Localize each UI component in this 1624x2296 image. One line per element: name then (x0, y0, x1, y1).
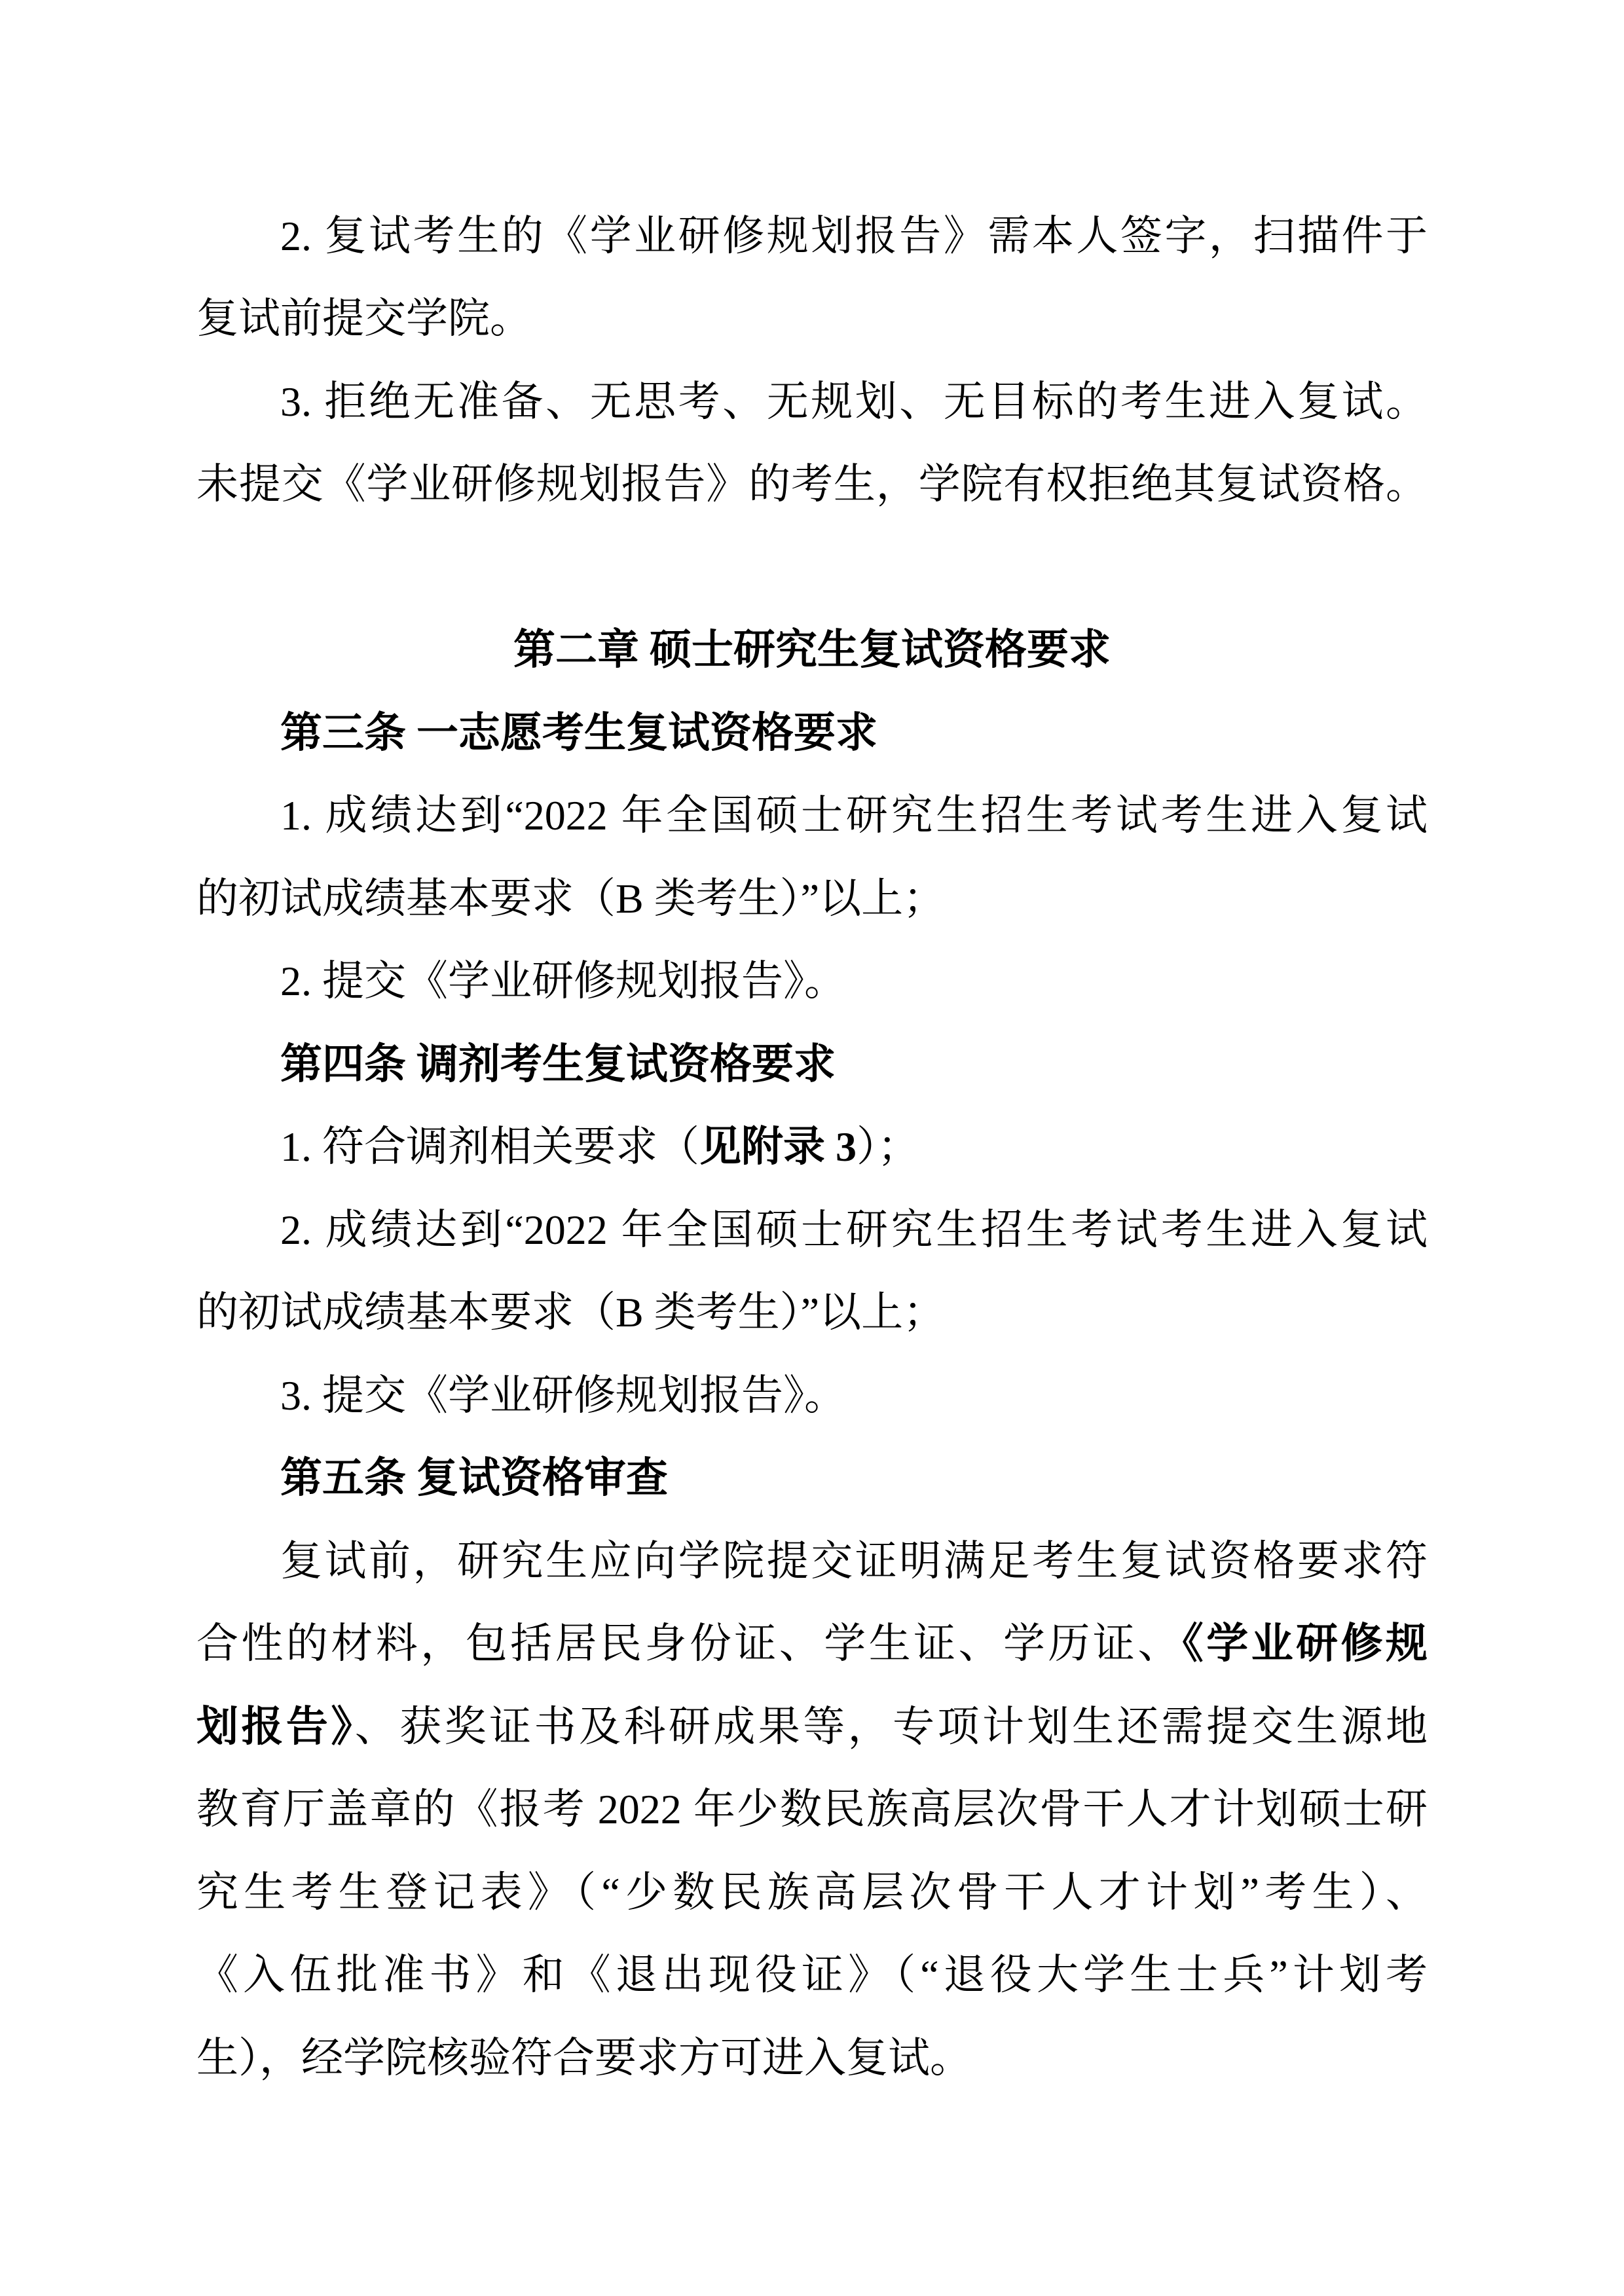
text-segment: 1. 成绩达到“2022 年全国硕士研究生招生考试考生进入复试 (280, 792, 1428, 839)
text-segment: 2. 复试考生的《学业研修规划报告》需本人签字，扫描件于 (280, 213, 1428, 259)
text-segment: 、获奖证书及科研成果等，专项计划生还需提交生源地 (354, 1704, 1428, 1750)
text-segment: 2. 提交《学业研修规划报告》。 (280, 958, 846, 1004)
body-line-b2-end (196, 1289, 1428, 1336)
article-heading-text: 第三条 一志愿考生复试资格要求 (280, 710, 877, 756)
body-line-p1 (196, 1538, 1428, 1585)
article-heading-text: 第五条 复试资格审查 (280, 1455, 668, 1501)
text-segment: 教育厅盖章的《报考 2022 年少数民族高层次骨干人才计划硕士研 (196, 1786, 1428, 1832)
body-line-item3-start (196, 378, 1428, 426)
text-segment: 3. 提交《学业研修规划报告》。 (280, 1372, 846, 1419)
text-segment: 复试前，研究生应向学院提交证明满足考生复试资格要求符 (280, 1538, 1428, 1584)
body-line-b1 (196, 1123, 1428, 1171)
body-line-b3 (196, 1372, 1428, 1419)
text-segment: 合性的材料，包括居民身份证、学生证、学历证、 (196, 1620, 1183, 1667)
body-line-p5 (196, 1869, 1428, 1916)
body-line-item2-end (196, 295, 1428, 342)
text-segment: 的初试成绩基本要求（B 类考生）”以上； (196, 1289, 946, 1336)
text-segment: 的初试成绩基本要求（B 类考生）”以上； (196, 875, 946, 922)
article-heading-text: 第四条 调剂考生复试资格要求 (280, 1041, 836, 1087)
body-line-p4 (196, 1786, 1428, 1833)
body-line-b2-start (196, 1207, 1428, 1254)
text-segment: 《入伍批准书》和《退出现役证》（“退役大学生士兵”计划考 (196, 1952, 1428, 1998)
text-segment: 复试前提交学院。 (196, 295, 532, 342)
bold-text-segment: 划报告》 (196, 1704, 355, 1750)
article-heading-4 (196, 1041, 1428, 1088)
text-segment: 生），经学院核验符合要求方可进入复试。 (196, 2035, 972, 2081)
bold-text-segment: 见附录 3 (699, 1123, 857, 1170)
text-segment: ）； (857, 1123, 919, 1170)
article-heading-3 (196, 710, 1428, 757)
chapter-heading (196, 627, 1428, 674)
text-segment: 3. 拒绝无准备、无思考、无规划、无目标的考生进入复试。 (280, 378, 1428, 425)
body-line-p7 (196, 2035, 1428, 2082)
body-line-a1-start (196, 792, 1428, 839)
text-segment: 未提交《学业研修规划报告》的考生，学院有权拒绝其复试资格。 (196, 461, 1428, 507)
body-line-item3-end (196, 461, 1428, 508)
bold-text-segment: 《学业研修规 (1182, 1620, 1428, 1667)
body-line-a1-end (196, 875, 1428, 922)
body-line-item2-start (196, 213, 1428, 260)
body-line-p2 (196, 1620, 1428, 1667)
body-line-a2 (196, 958, 1428, 1005)
chapter-heading-text: 第二章 硕士研究生复试资格要求 (513, 627, 1111, 673)
text-segment: 2. 成绩达到“2022 年全国硕士研究生招生考试考生进入复试 (280, 1207, 1428, 1253)
body-line-p3 (196, 1704, 1428, 1751)
text-segment: 1. 符合调剂相关要求（ (280, 1123, 699, 1170)
text-segment: 究生考生登记表》（“少数民族高层次骨干人才计划”考生）、 (196, 1869, 1428, 1916)
body-line-p6 (196, 1952, 1428, 1999)
article-heading-5 (196, 1455, 1428, 1502)
